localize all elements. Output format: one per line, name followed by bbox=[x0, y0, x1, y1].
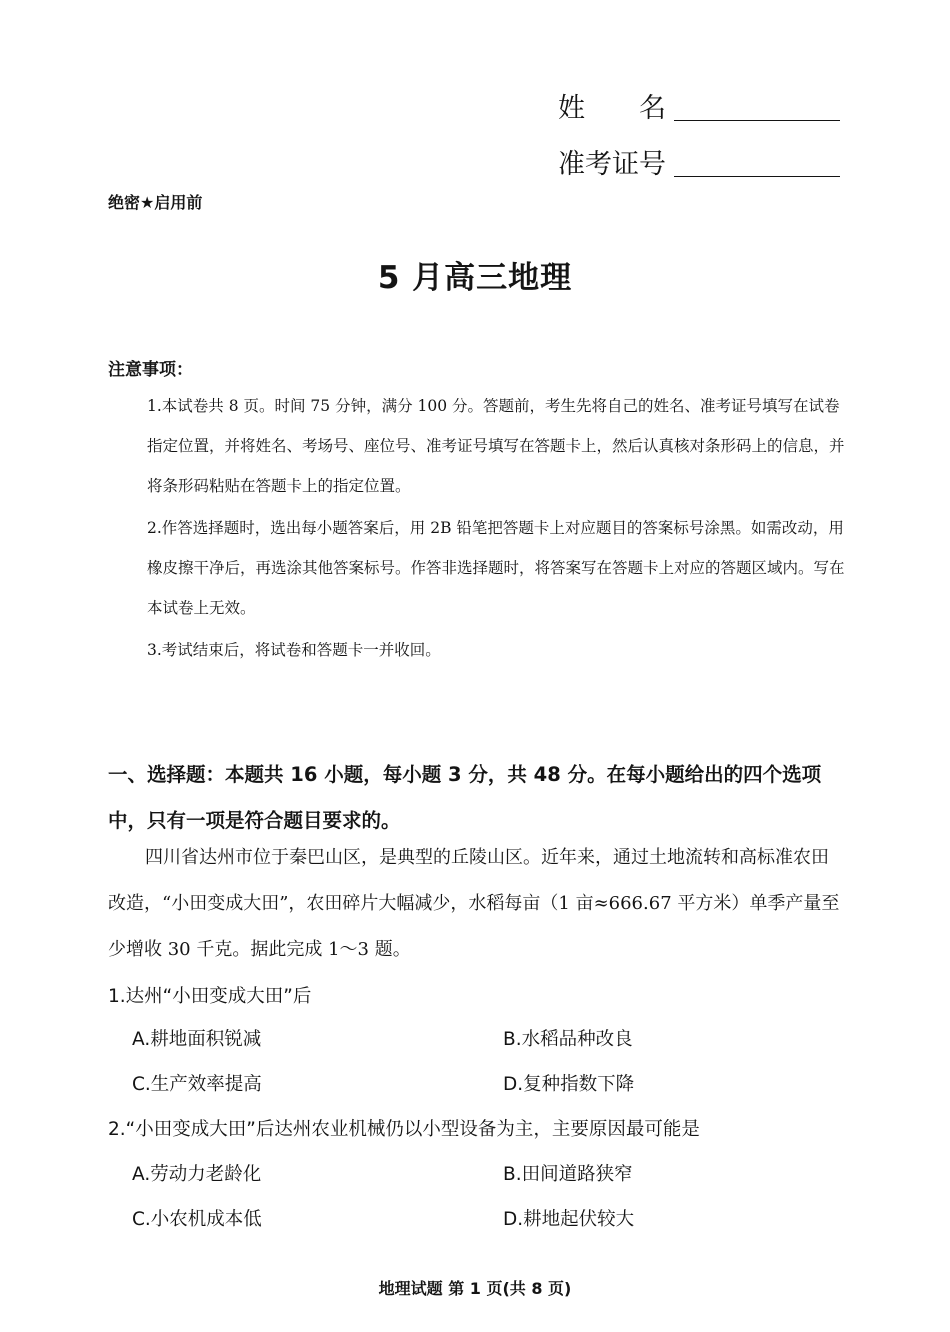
passage-text: 四川省达州市位于秦巴山区，是典型的丘陵山区。近年来，通过土地流转和高标准农田改造，“小田变成大田”，农田碎片大幅减少，水稻每亩（1 亩≈666.67 平方米）单季产量至少增收 30 千克。据此完成 1～3 题。 bbox=[108, 847, 840, 960]
question-2-option-b[interactable]: B.田间道路狭窄 bbox=[503, 1164, 633, 1185]
exam-id-blank-line[interactable] bbox=[674, 172, 840, 177]
question-1-option-c[interactable]: C.生产效率提高 bbox=[132, 1074, 262, 1095]
exam-id-field bbox=[558, 142, 840, 181]
question-2-option-c[interactable]: C.小农机成本低 bbox=[132, 1209, 262, 1230]
question-2-stem: 2.“小田变成大田”后达州农业机械仍以小型设备为主，主要原因最可能是 bbox=[108, 1119, 700, 1140]
question-2-option-d[interactable]: D.耕地起伏较大 bbox=[503, 1209, 635, 1230]
notice-item-text: 1.本试卷共 8 页。时间 75 分钟，满分 100 分。答题前，考生先将自己的姓名、准考证号填写在试卷指定位置，并将姓名、考场号、座位号、准考证号填写在答题卡上，然后认真核对条形码上的信息，并将条形码粘贴在答题卡上的指定位置。 bbox=[147, 397, 845, 495]
name-blank-line[interactable] bbox=[674, 116, 840, 121]
question-1-stem: 1.达州“小田变成大田”后 bbox=[108, 986, 312, 1007]
notice-item-text: 3.考试结束后，将试卷和答题卡一并收回。 bbox=[147, 641, 441, 659]
notice-item-1 bbox=[110, 386, 845, 506]
notice-item-text: 2.作答选择题时，选出每小题答案后，用 2B 铅笔把答题卡上对应题目的答案标号涂黑。如需改动，用橡皮擦干净后，再选涂其他答案标号。作答非选择题时，将答案写在答题卡上对应的答题区域内。写在本试卷上无效。 bbox=[147, 519, 845, 617]
section-heading: 一、选择题：本题共 16 小题，每小题 3 分，共 48 分。在每小题给出的四个选项中，只有一项是符合题目要求的。 bbox=[108, 763, 822, 832]
name-label: 姓 名 bbox=[558, 93, 666, 124]
page-title: 5 月高三地理 bbox=[377, 260, 573, 296]
notice-item-2 bbox=[110, 508, 845, 628]
name-field bbox=[558, 86, 840, 125]
question-1-option-d[interactable]: D.复种指数下降 bbox=[503, 1074, 635, 1095]
question-1-option-a[interactable]: A.耕地面积锐减 bbox=[132, 1029, 262, 1050]
page-footer: 地理试题 第 1 页(共 8 页) bbox=[378, 1279, 572, 1298]
exam-id-label: 准考证号 bbox=[558, 149, 666, 180]
question-1-option-b[interactable]: B.水稻品种改良 bbox=[503, 1029, 633, 1050]
notice-heading: 注意事项： bbox=[108, 360, 193, 380]
notice-item-3 bbox=[110, 630, 845, 670]
question-2-option-a[interactable]: A.劳动力老龄化 bbox=[132, 1164, 262, 1185]
secret-label: 绝密★启用前 bbox=[108, 193, 203, 212]
